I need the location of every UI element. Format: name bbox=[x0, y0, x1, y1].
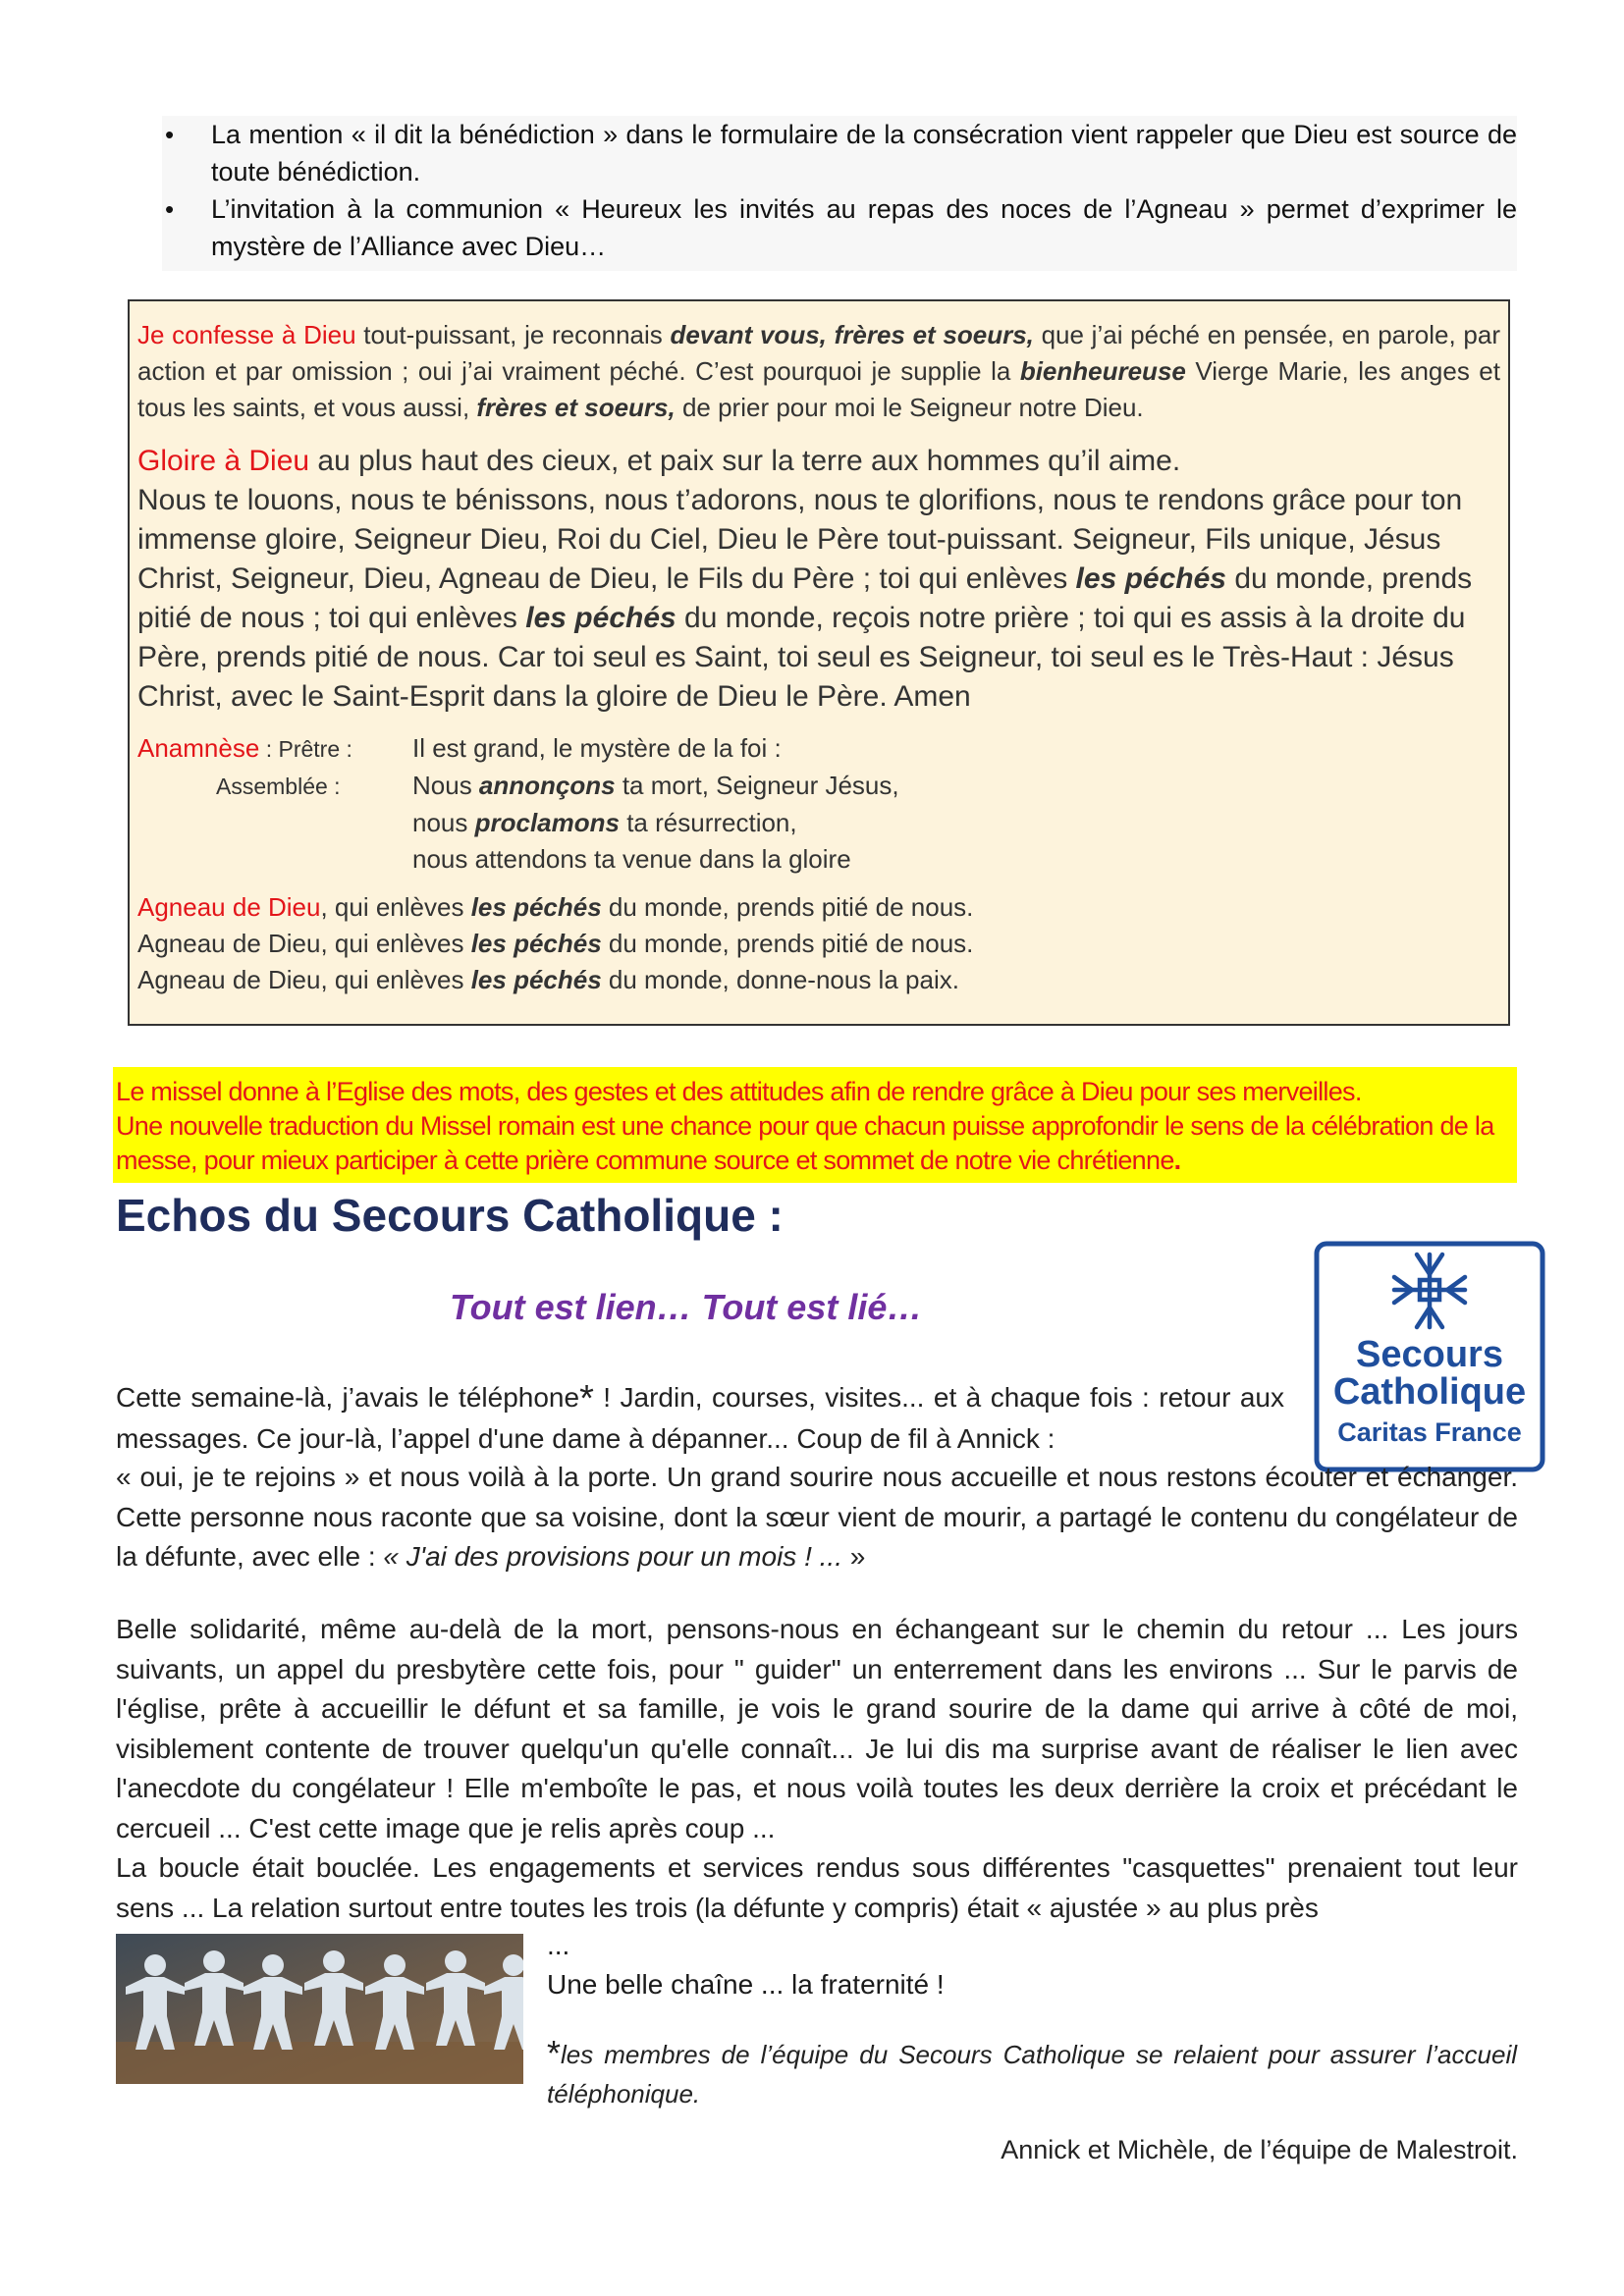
logo-line3: Caritas France bbox=[1337, 1417, 1522, 1447]
confiteor: Je confesse à Dieu tout-puissant, je reconnais devant vous, frères et soeurs, que j’ai péché en pensée, en parole, par action et par omission ; oui j’ai vraiment péché. C’est pourquoi je supplie la bienheureuse Vierge Marie, les anges et tous les saints, et vous aussi, frères et soeurs, de prier pour moi le Seigneur notre Dieu. bbox=[137, 320, 1500, 422]
logo-line2: Catholique bbox=[1332, 1371, 1527, 1413]
article-paragraph: La boucle était bouclée. Les engagements et services rendus sous différentes "casquettes" prenaient tout leur sens ... La relation surtout entre toutes les trois (la défunte y compris) était « ajustée » au plus près bbox=[116, 1852, 1518, 1923]
article-paragraph: Cette semaine-là, j’avais le téléphone* ! Jardin, courses, visites... et à chaque fois : retour aux messages. Ce jour-là, l’appel d'une dame à dépanner... Coup de fil à Annick : bbox=[116, 1378, 1284, 1454]
logo-line1: Secours bbox=[1356, 1334, 1503, 1375]
secours-catholique-logo bbox=[1314, 1241, 1545, 1472]
paper-chain-photo bbox=[116, 1934, 523, 2084]
agnus: Agneau de Dieu, qui enlèves les péchés du monde, prends pitié de nous. Agneau de Dieu, qui enlèves les péchés du monde, prends pitié de nous. Agneau de Dieu, qui enlèves les péchés du monde, donne-nous la paix. bbox=[137, 892, 974, 994]
article-paragraph: Belle solidarité, même au-delà de la mort, pensons-nous en échangeant sur le chemin du retour ... Les jours suivants, un appel du presbytère cette fois, pour " guider" un enterrement dans les environs ... Sur le parvis de l'église, prête à accueillir le défunt et sa famille, je vois le grand sourire de la dame qui arrive à côté de moi, visiblement contente de trouver quelqu'un qu'elle connaît... Je lui dis ma surprise avant de réaliser le lien avec l'anecdote du congélateur ! Elle m'emboîte le pas, et nous voilà toutes les deux derrière la croix et précédant le cercueil ... C'est cette image que je relis après coup ... bbox=[116, 1614, 1518, 1843]
bullet-item: • La mention « il dit la bénédiction » dans le formulaire de la consécration vient rappeler que Dieu est source de toute bénédiction. bbox=[211, 116, 1517, 190]
closing-line: Une belle chaîne ... la fraternité ! bbox=[547, 1969, 945, 2000]
bullet-item: • L’invitation à la communion « Heureux les invités au repas des noces de l’Agneau » permet d’exprimer le mystère de l’Alliance avec Dieu… bbox=[211, 190, 1517, 265]
bullet-list bbox=[162, 116, 1517, 271]
article-paragraph: « oui, je te rejoins » et nous voilà à la porte. Un grand sourire nous accueille et nous restons écouter et échanger. Cette personne nous raconte que sa voisine, dont la sœur vient de mourir, a partagé le contenu du congélateur de la défunte, avec elle : « J'ai des provisions pour un mois ! ... » bbox=[116, 1462, 1518, 1572]
missel-callout: Le missel donne à l’Eglise des mots, des gestes et des attitudes afin de rendre grâce à Dieu pour ses merveilles. Une nouvelle traduction du Missel romain est une chance pour que chacun puisse approfondir le sens de la célébration de la messe, pour mieux participer à cette prière commune source et sommet de notre vie chrétienne. bbox=[113, 1067, 1517, 1183]
ellipsis-text: ... bbox=[547, 1930, 570, 1960]
anamnese: Anamnèse : Prêtre : Il est grand, le mystère de la foi : Assemblée : Nous annonçons ta mort, Seigneur Jésus, nous proclamons ta résurrection, nous attendons ta venue dans la gloire bbox=[137, 733, 899, 874]
article-subtitle: Tout est lien… Tout est lié… bbox=[450, 1287, 923, 1327]
footnote: *les membres de l’équipe du Secours Catholique se relaient pour assurer l’accueil téléphonique. bbox=[547, 2033, 1517, 2109]
section-title: Echos du Secours Catholique : bbox=[116, 1190, 784, 1241]
prayer-box bbox=[128, 299, 1510, 1026]
signature: Annick et Michèle, de l’équipe de Malestroit. bbox=[1001, 2135, 1518, 2164]
gloria: Gloire à Dieu au plus haut des cieux, et paix sur la terre aux hommes qu’il aime. Nous te louons, nous te bénissons, nous t’adorons, nous te glorifions, nous te rendons grâce pour ton immense gloire, Seigneur Dieu, Roi du Ciel, Dieu le Père tout-puissant. Seigneur, Fils unique, Jésus Christ, Seigneur, Dieu, Agneau de Dieu, le Fils du Père ; toi qui enlèves les péchés du monde, prends pitié de nous ; toi qui enlèves les péchés du monde, reçois notre prière ; toi qui es assis à la droite du Père, prends pitié de nous. Car toi seul es Saint, toi seul es Seigneur, toi seul es le Très-Haut : Jésus Christ, avec le Saint-Esprit dans la gloire de Dieu le Père. Amen bbox=[137, 445, 1473, 713]
